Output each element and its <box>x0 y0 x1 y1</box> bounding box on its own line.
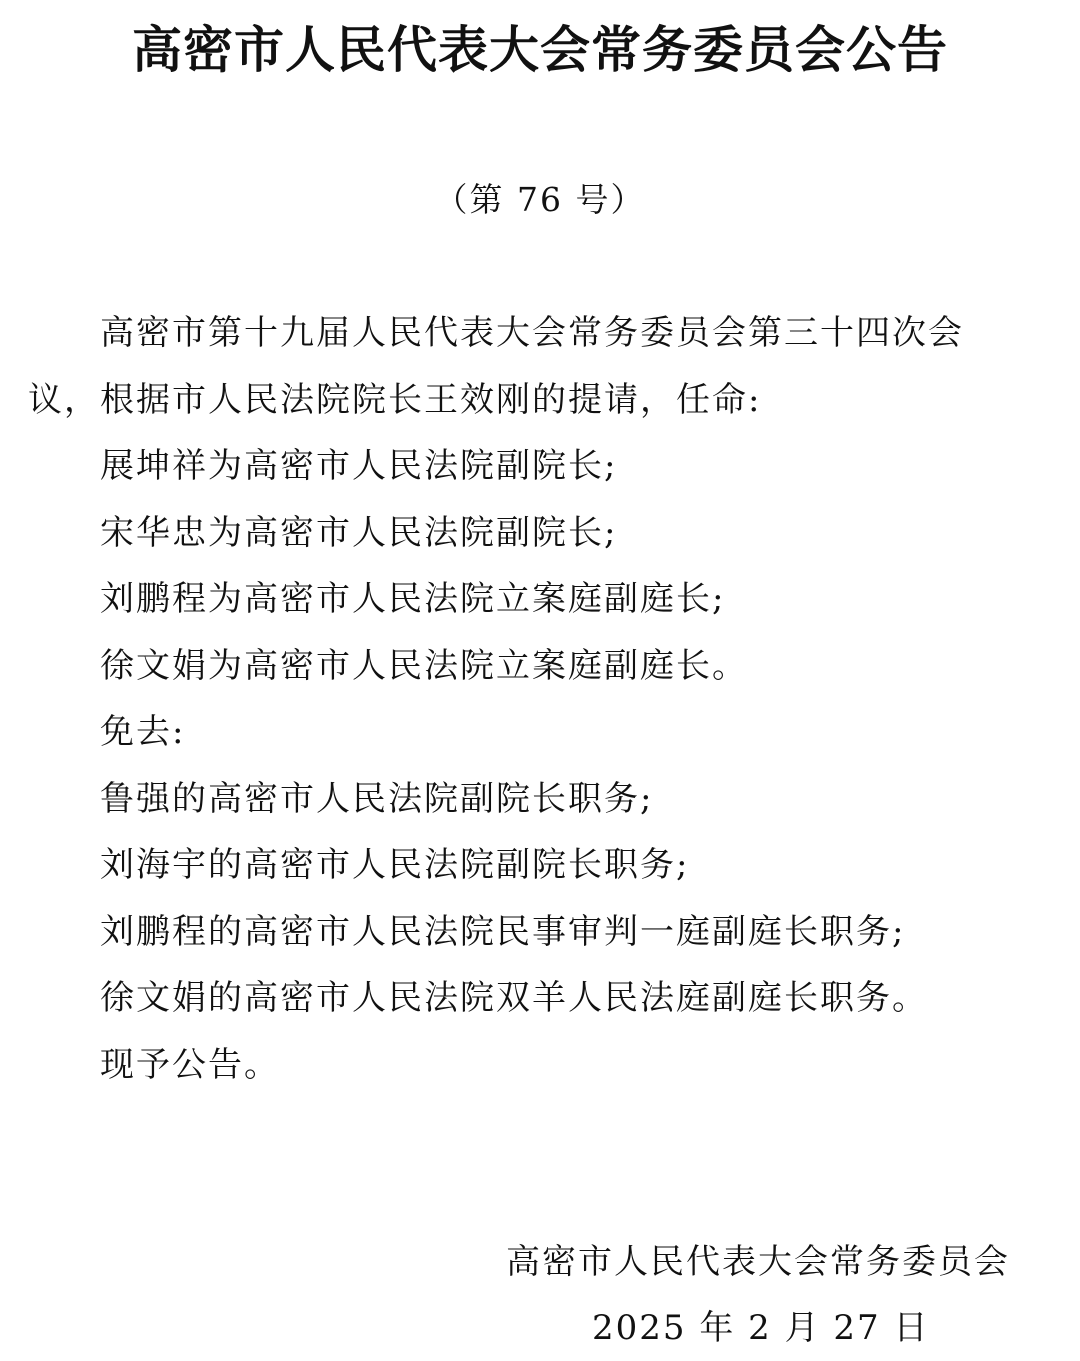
document-title: 高密市人民代表大会常务委员会公告 <box>132 21 948 79</box>
appointment-item: 徐文娟为高密市人民法院立案庭副庭长。 <box>100 645 748 686</box>
appointment-item: 刘鹏程为高密市人民法院立案庭副庭长; <box>100 579 726 619</box>
intro-paragraph-line-1: 高密市第十九届人民代表大会常务委员会第三十四次会 <box>100 313 964 353</box>
appointment-item: 宋华忠为高密市人民法院副院长; <box>100 512 618 553</box>
removal-item: 徐文娟的高密市人民法院双羊人民法庭副庭长职务。 <box>100 978 928 1018</box>
issue-date: 2025 年 2 月 27 日 <box>592 1308 930 1348</box>
issuer-signature: 高密市人民代表大会常务委员会 <box>506 1242 1010 1282</box>
document-number: （第 76 号） <box>434 180 646 219</box>
removal-heading: 免去: <box>100 712 186 752</box>
document-body <box>28 300 1068 1098</box>
appointment-item: 展坤祥为高密市人民法院副院长; <box>100 446 618 486</box>
removal-item: 鲁强的高密市人民法院副院长职务; <box>100 778 654 819</box>
closing-statement: 现予公告。 <box>100 1044 280 1085</box>
intro-paragraph-line-2: 议，根据市人民法院院长王效刚的提请，任命: <box>28 379 762 420</box>
removal-item: 刘鹏程的高密市人民法院民事审判一庭副庭长职务; <box>100 911 906 952</box>
removal-item: 刘海宇的高密市人民法院副院长职务; <box>100 845 690 885</box>
